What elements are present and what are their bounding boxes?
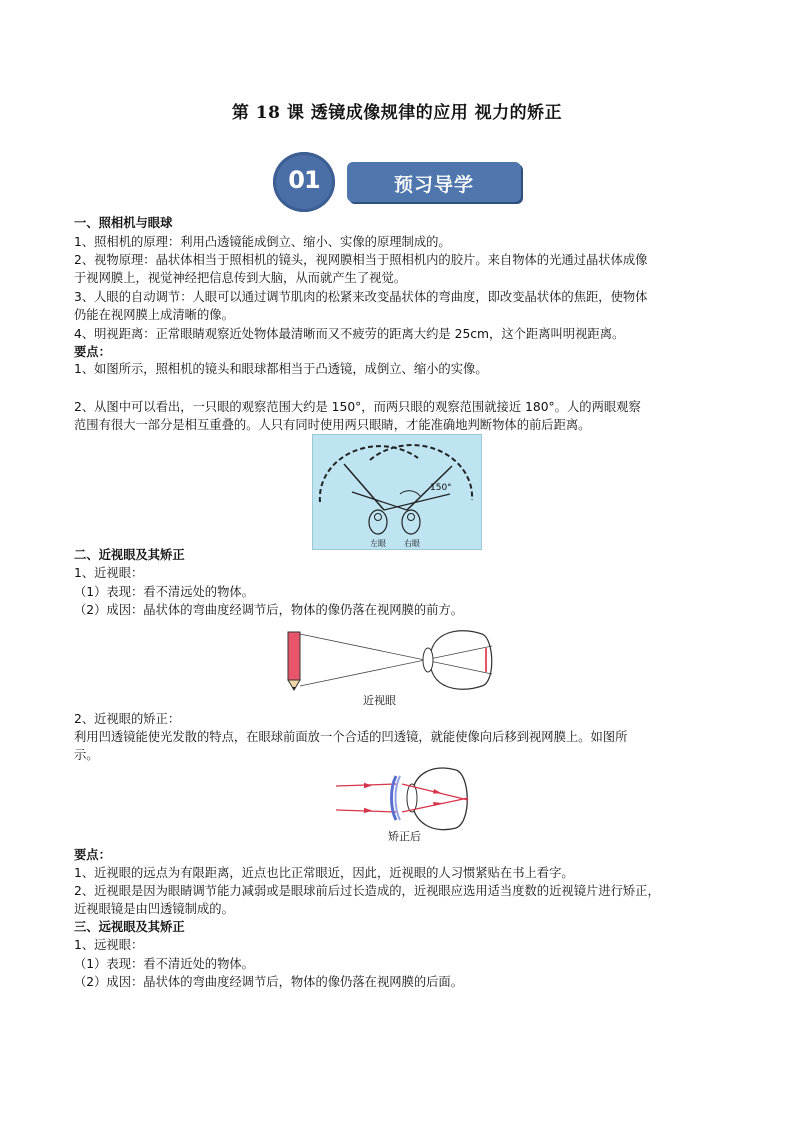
text-line: 于视网膜上，视觉神经把信息传到大脑，从而就产生了视觉。 <box>74 271 407 285</box>
corrected-caption: 矫正后 <box>388 830 421 843</box>
text-line: 3、人眼的自动调节：人眼可以通过调节肌肉的松紧来改变晶状体的弯曲度，即改变晶状体的焦距，使物体 <box>74 290 648 304</box>
text-line: 1、如图所示，照相机的镜头和眼球都相当于凸透镜，成倒立、缩小的实像。 <box>74 362 488 376</box>
heading-myopia: 二、近视眼及其矫正 <box>74 548 185 562</box>
text-line: （2）成因：晶状体的弯曲度经调节后，物体的像仍落在视网膜的前方。 <box>74 603 464 617</box>
text-line: 2、视物原理：晶状体相当于照相机的镜头，视网膜相当于照相机内的胶片。来自物体的光通过晶状体成像 <box>74 253 648 267</box>
heading-hyperopia: 三、远视眼及其矫正 <box>74 920 185 934</box>
key-points-label: 要点： <box>74 848 111 862</box>
heading-camera-eye: 一、照相机与眼球 <box>74 216 173 230</box>
left-eye-label: 左眼 <box>370 539 386 548</box>
banner-number: 01 <box>288 166 320 194</box>
myopia-figure <box>282 628 518 708</box>
text-line: 仍能在视网膜上成清晰的像。 <box>74 308 234 322</box>
text-line: （1）表现：看不清近处的物体。 <box>74 957 254 971</box>
section-banner <box>273 152 523 212</box>
text-line: 示。 <box>74 748 99 762</box>
text-line: （2）成因：晶状体的弯曲度经调节后，物体的像仍落在视网膜的后面。 <box>74 975 464 989</box>
banner-label: 预习导学 <box>393 174 474 196</box>
key-points-label: 要点： <box>74 345 111 359</box>
text-line: 2、从图中可以看出，一只眼的观察范围大约是 150°，而两只眼的观察范围就接近 180°。人的两眼观察 <box>74 400 641 414</box>
myopia-caption: 近视眼 <box>363 694 396 707</box>
text-line: 1、近视眼的远点为有限距离，近点也比正常眼近，因此，近视眼的人习惯紧贴在书上看字。 <box>74 866 574 880</box>
angle-label: 150° <box>430 483 452 493</box>
text-line: 2、近视眼的矫正： <box>74 712 181 726</box>
corrected-figure <box>330 762 480 844</box>
text-line: 范围有很大一部分是相互重叠的。人只有同时使用两只眼睛，才能准确地判断物体的前后距离。 <box>74 418 591 432</box>
text-line: 4、明视距离：正常眼睛观察近处物体最清晰而又不疲劳的距离大约是 25cm，这个距离叫明视距离。 <box>74 327 625 341</box>
page-title: 第 18 课 透镜成像规律的应用 视力的矫正 <box>231 103 563 123</box>
text-line: 2、近视眼是因为眼睛调节能力减弱或是眼球前后过长造成的，近视眼应选用适当度数的近视镜片进行矫正， <box>74 884 660 898</box>
text-line: 1、照相机的原理：利用凸透镜能成倒立、缩小、实像的原理制成的。 <box>74 235 451 249</box>
text-line: 近视眼镜是由凹透镜制成的。 <box>74 902 234 916</box>
right-eye-label: 右眼 <box>404 539 420 548</box>
view-field-figure <box>312 434 482 550</box>
text-line: 1、近视眼： <box>74 566 144 580</box>
text-line: （1）表现：看不清远处的物体。 <box>74 585 254 599</box>
text-line: 1、远视眼： <box>74 938 144 952</box>
text-line: 利用凹透镜能使光发散的特点，在眼球前面放一个合适的凹透镜，就能使像向后移到视网膜上。如图所 <box>74 730 628 744</box>
